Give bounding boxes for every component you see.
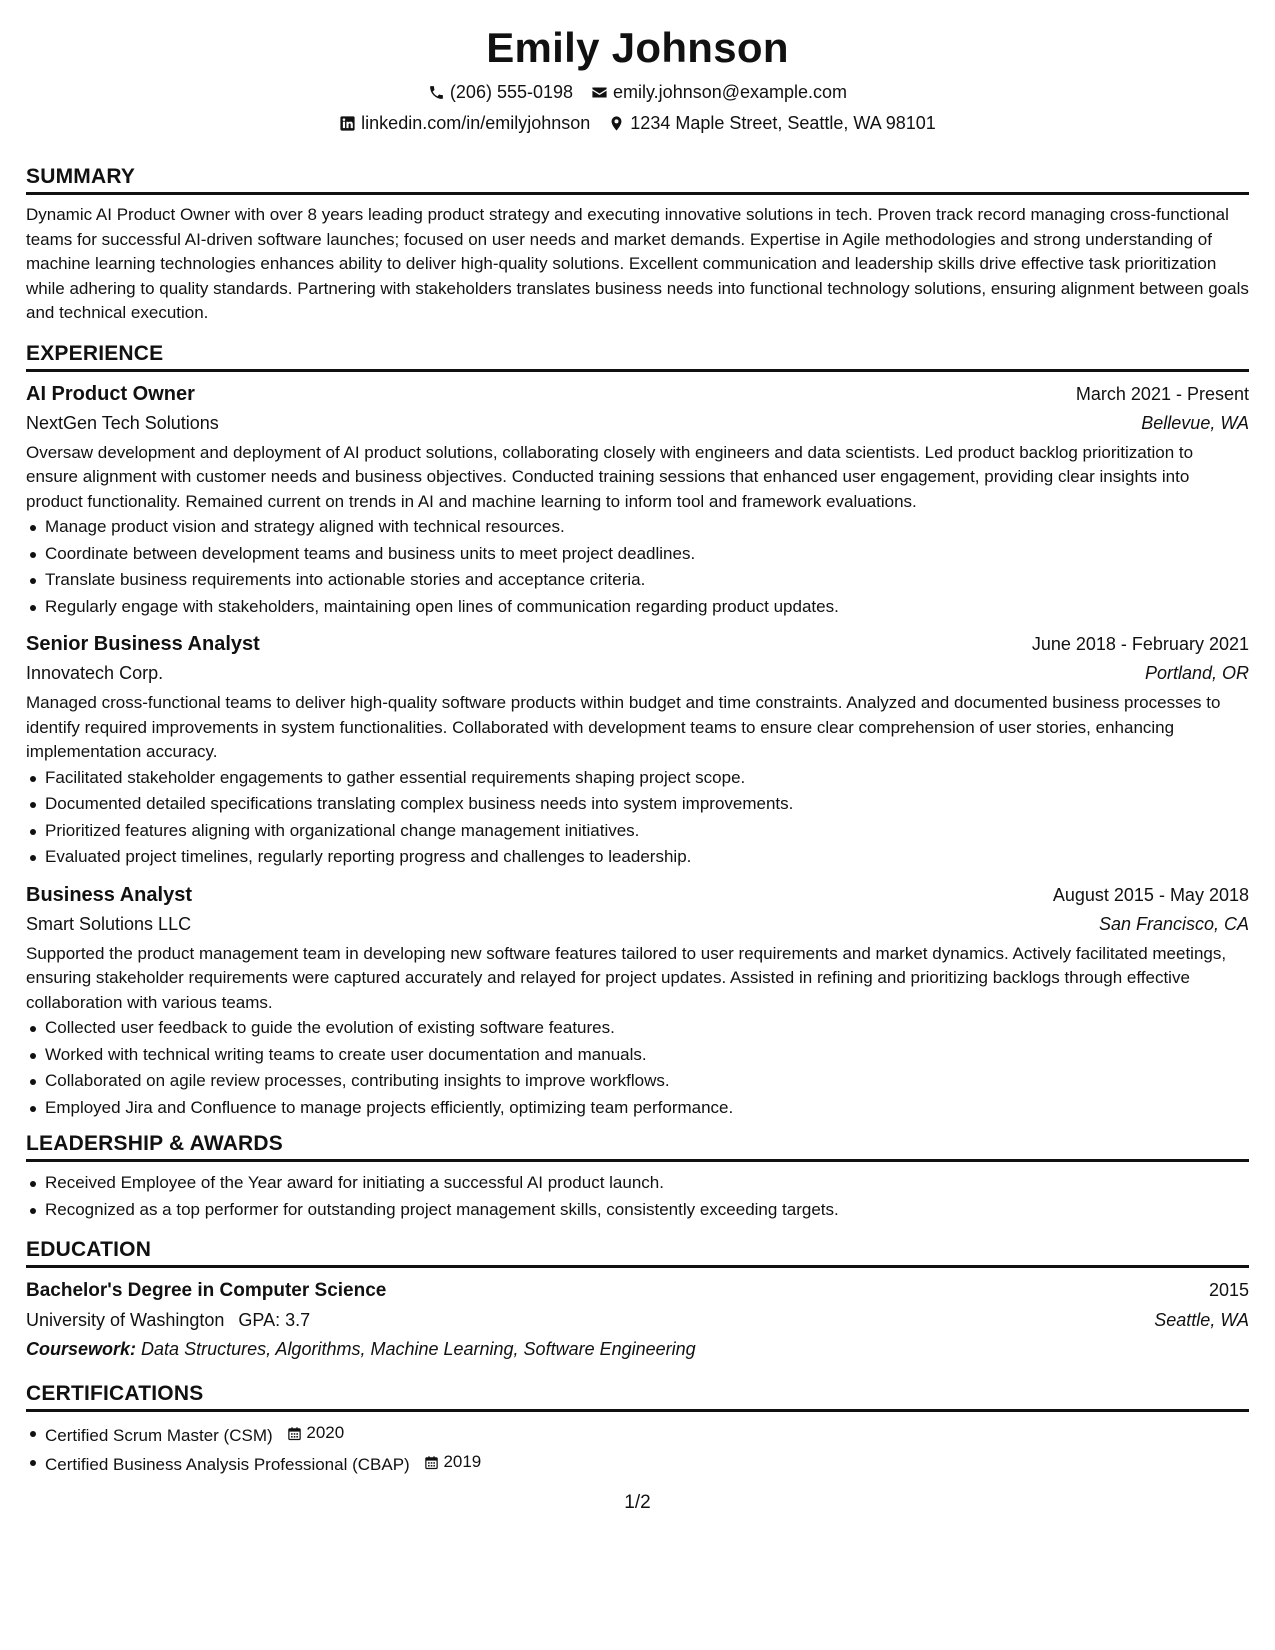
school-name: University of Washington (26, 1310, 225, 1330)
candidate-name: Emily Johnson (486, 24, 789, 71)
education-section (26, 1237, 1249, 1363)
section-title-experience: EXPERIENCE (26, 341, 1249, 372)
job-dates: June 2018 - February 2021 (1031, 634, 1249, 654)
job-location: San Francisco, CA (1098, 913, 1249, 934)
envelope-icon (591, 84, 608, 101)
address-text: 1234 Maple Street, Seattle, WA 98101 (630, 113, 936, 133)
linkedin-icon (339, 115, 356, 132)
list-item: Regularly engage with stakeholders, maintaining open lines of communication regarding product updates. (26, 594, 1249, 621)
map-pin-icon (608, 115, 625, 132)
degree-title: Bachelor's Degree in Computer Science (26, 1280, 387, 1301)
job-entry (26, 630, 1249, 871)
job-entry (26, 380, 1249, 621)
experience-section (26, 341, 1249, 1122)
job-location: Bellevue, WA (1141, 412, 1249, 433)
certification-date (424, 1449, 481, 1476)
coursework-label: Coursework: (26, 1339, 137, 1359)
section-title-summary: SUMMARY (26, 164, 1249, 195)
list-item: Recognized as a top performer for outstanding project management skills, consistently exceeding targets. (26, 1197, 1249, 1224)
certification-year: 2020 (306, 1423, 345, 1442)
job-dates: March 2021 - Present (1075, 383, 1249, 404)
job-bullets (26, 765, 1249, 871)
certification-date (287, 1420, 344, 1447)
certification-year: 2019 (443, 1452, 482, 1472)
page-number: 1/2 (624, 1492, 651, 1513)
list-item: Manage product vision and strategy aligned with technical resources. (26, 514, 1249, 541)
contact-phone[interactable] (428, 81, 573, 103)
list-item: Received Employee of the Year award for initiating a successful AI product launch. (26, 1170, 1249, 1197)
certification-list (26, 1420, 1249, 1479)
degree-year: 2015 (1208, 1280, 1249, 1300)
contact-email[interactable] (591, 81, 847, 103)
job-description: Oversaw development and deployment of AI product solutions, collaborating closely with engineers and data scientists. Led product backlog prioritization to ensure alignment with customer needs and business objectives. Conducted training sessions that enhanced user engagement, providing clear insights into product functionality. Remained current on trends in AI and machine learning to inform tool and framework evaluations. (26, 442, 1194, 511)
resume-header (26, 22, 1249, 134)
linkedin-text: linkedin.com/in/emilyjohnson (361, 113, 591, 133)
job-company: Smart Solutions LLC (26, 913, 192, 934)
contact-line-1 (26, 81, 1249, 103)
list-item: Translate business requirements into actionable stories and acceptance criteria. (26, 567, 1249, 594)
contact-linkedin[interactable] (339, 112, 590, 134)
certification-name: Certified Scrum Master (CSM) (45, 1425, 273, 1445)
job-title: AI Product Owner (26, 382, 195, 405)
summary-text: Dynamic AI Product Owner with over 8 years leading product strategy and executing innovative solutions in tech. Proven track record managing cross-functional teams for successful AI-driven software launches; focused on user needs and market demands. Expertise in Agile methodologies and strong understanding of machine learning technologies enhances ability to deliver high-quality solutions. Excellent communication and leadership skills drive effective task prioritization while adhering to quality standards. Partnering with stakeholders translates business needs into functional technology solutions, ensuring alignment between goals and technical execution. (26, 205, 1249, 322)
job-company: Innovatech Corp. (26, 663, 164, 683)
list-item: Employed Jira and Confluence to manage projects efficiently, optimizing team performance. (26, 1095, 1249, 1122)
contact-line-2 (26, 112, 1249, 134)
job-location: Portland, OR (1144, 663, 1249, 683)
gpa: GPA: 3.7 (238, 1310, 311, 1330)
list-item: Worked with technical writing teams to create user documentation and manuals. (26, 1042, 1249, 1069)
section-title-leadership: LEADERSHIP & AWARDS (26, 1131, 1249, 1162)
job-bullets (26, 1015, 1249, 1121)
job-title: Senior Business Analyst (26, 633, 260, 655)
list-item (26, 1420, 1249, 1449)
phone-text: (206) 555-0198 (449, 82, 574, 102)
job-description: Managed cross-functional teams to deliver high-quality software products within budget and time constraints. Analyzed and documented business processes to identify required improvements in system functionalities. Collaborated with development teams to ensure clear comprehension of user stories, enhancing implementation accuracy. (26, 693, 1221, 761)
job-dates: August 2015 - May 2018 (1052, 884, 1249, 905)
list-item: Prioritized features aligning with organizational change management initiatives. (26, 818, 1249, 845)
list-item (26, 1449, 1249, 1478)
phone-icon (428, 84, 445, 101)
list-item: Evaluated project timelines, regularly reporting progress and challenges to leadership. (26, 844, 1249, 871)
certification-name: Certified Business Analysis Professional (CBAP) (45, 1455, 410, 1474)
section-title-certifications: CERTIFICATIONS (26, 1381, 1249, 1412)
summary-section (26, 164, 1249, 326)
section-title-education: EDUCATION (26, 1237, 1249, 1268)
list-item: Documented detailed specifications translating complex business needs into system improvements. (26, 791, 1249, 818)
contact-address (608, 112, 936, 134)
calendar-icon (287, 1426, 302, 1441)
coursework (26, 1335, 1249, 1363)
leadership-bullets (26, 1170, 1249, 1223)
list-item: Coordinate between development teams and business units to meet project deadlines. (26, 541, 1249, 568)
job-title: Business Analyst (26, 883, 192, 906)
job-company: NextGen Tech Solutions (26, 412, 219, 433)
certifications-section (26, 1381, 1249, 1479)
leadership-section (26, 1131, 1249, 1223)
list-item: Collaborated on agile review processes, contributing insights to improve workflows. (26, 1068, 1249, 1095)
list-item: Collected user feedback to guide the evolution of existing software features. (26, 1015, 1249, 1042)
email-text: emily.johnson@example.com (613, 82, 848, 102)
job-bullets (26, 514, 1249, 620)
school-info (26, 1306, 310, 1334)
coursework-list: Data Structures, Algorithms, Machine Learning, Software Engineering (141, 1339, 696, 1359)
job-description: Supported the product management team in developing new software features tailored to user requirements and market dynamics. Actively facilitated meetings, ensuring stakeholder requirements were captured accurately and relayed for project updates. Assisted in refining and prioritizing backlogs through effective collaboration with various teams. (26, 943, 1227, 1012)
school-location: Seattle, WA (1154, 1310, 1249, 1330)
job-entry (26, 881, 1249, 1122)
list-item: Facilitated stakeholder engagements to gather essential requirements shaping project scope. (26, 765, 1249, 792)
calendar-icon (424, 1455, 439, 1470)
